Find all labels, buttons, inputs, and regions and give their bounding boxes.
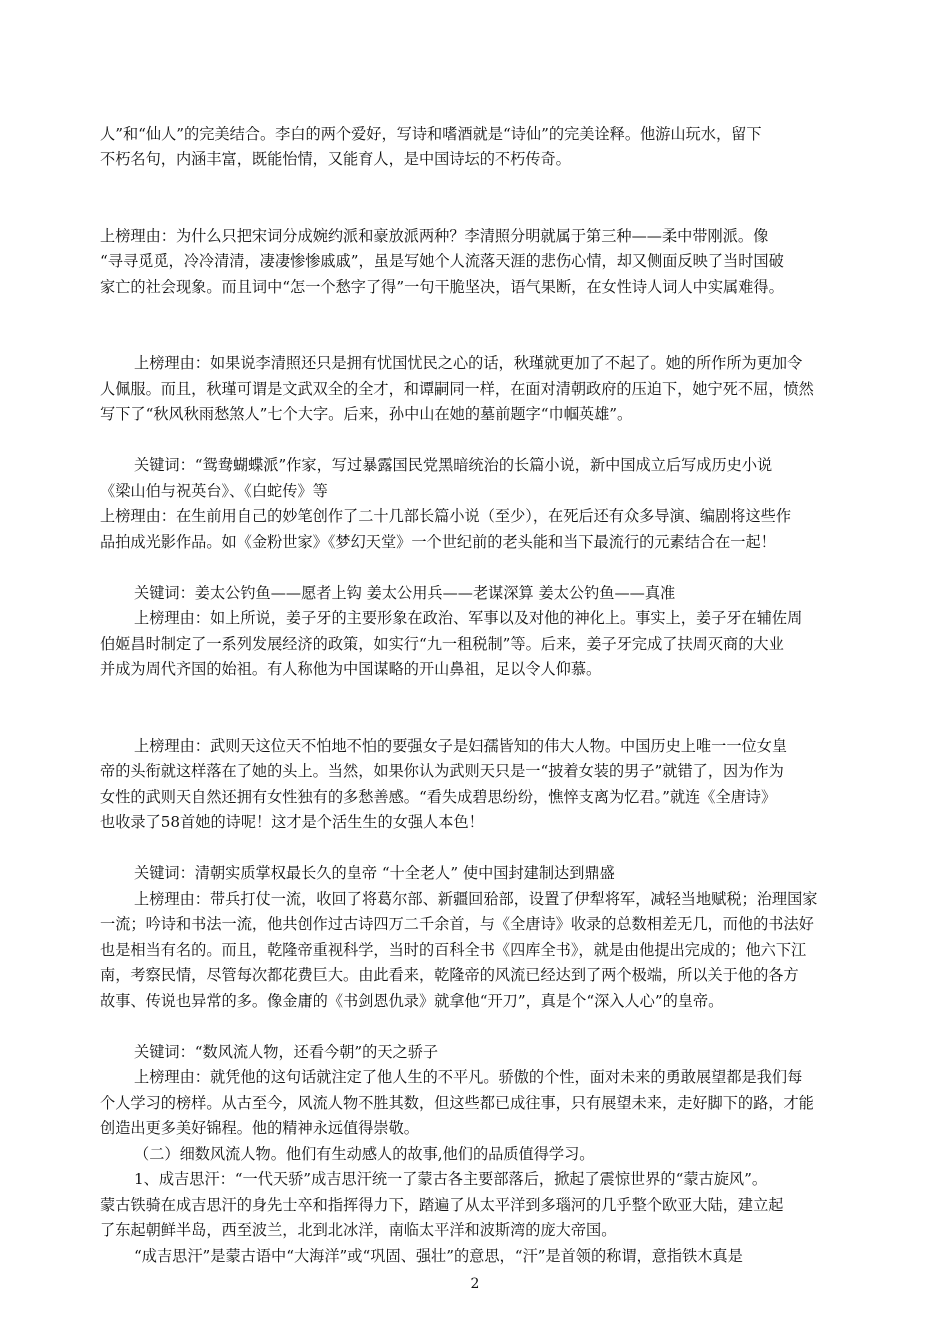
text-line: 一流；吟诗和书法一流，他共创作过古诗四万二千余首，与《全唐诗》收录的总数相差无几，而他的书法好 bbox=[100, 915, 814, 933]
text-line: 关键词：“数风流人物，还看今朝”的天之骄子 bbox=[134, 1043, 439, 1061]
text-line: 上榜理由：为什么只把宋词分成婉约派和豪放派两种？李清照分明就属于第三种——柔中带刚派。像 bbox=[100, 227, 769, 245]
text-line: 关键词：“鸳鸯蝴蝶派”作家，写过暴露国民党黑暗统治的长篇小说，新中国成立后写成历史小说 bbox=[134, 456, 773, 474]
text-line: 关键词：姜太公钓鱼——愿者上钩 姜太公用兵——老谋深算 姜太公钓鱼——真准 bbox=[134, 584, 676, 602]
text-line: 上榜理由：如果说李清照还只是拥有忧国忧民之心的话，秋瑾就更加了不起了。她的所作所为更加令 bbox=[134, 354, 803, 372]
text-line: “成吉思汗”是蒙古语中“大海洋”或“巩固、强壮”的意思，“汗”是首领的称谓，意指铁木真是 bbox=[134, 1247, 743, 1265]
text-line: 上榜理由：在生前用自己的妙笔创作了二十几部长篇小说（至少），在死后还有众多导演、编剧将这些作 bbox=[100, 507, 792, 525]
text-line: 伯姬昌时制定了一系列发展经济的政策，如实行“九一租税制”等。后来，姜子牙完成了扶周灭商的大业 bbox=[100, 635, 784, 653]
text-line: 帝的头衔就这样落在了她的头上。当然，如果你认为武则天只是一“披着女装的男子”就错了，因为作为 bbox=[100, 762, 784, 780]
text-line: 了东起朝鲜半岛，西至波兰，北到北冰洋，南临太平洋和波斯湾的庞大帝国。 bbox=[100, 1221, 617, 1239]
text-line: 不朽名句，内涵丰富，既能怡情，又能育人，是中国诗坛的不朽传奇。 bbox=[100, 150, 571, 168]
text-line: 上榜理由：武则天这位天不怕地不怕的要强女子是妇孺皆知的伟大人物。中国历史上唯一一位女皇 bbox=[134, 737, 788, 755]
text-line: 个人学习的榜样。从古至今，风流人物不胜其数，但这些都已成往事，只有展望未来，走好脚下的路，才能 bbox=[100, 1094, 814, 1112]
text-line: 人佩服。而且，秋瑾可谓是文武双全的全才，和谭嗣同一样，在面对清朝政府的压迫下，她宁死不屈，愤然 bbox=[100, 380, 814, 398]
text-line: 人”和“仙人”的完美结合。李白的两个爱好，写诗和嗜酒就是“诗仙”的完美诠释。他游山玩水，留下 bbox=[100, 125, 762, 143]
text-line: 故事、传说也异常的多。像金庸的《书剑恩仇录》就拿他“开刀”，真是个“深入人心”的皇帝。 bbox=[100, 992, 724, 1010]
text-line: 上榜理由：带兵打仗一流，收回了将葛尔部、新疆回𬌗部，设置了伊犁将军，减轻当地赋税；治理国家 bbox=[134, 890, 818, 908]
text-line: 关键词：清朝实质掌权最长久的皇帝 “十全老人” 使中国封建制达到鼎盛 bbox=[134, 864, 615, 882]
text-line: 蒙古铁骑在成吉思汗的身先士卒和指挥得力下，踏遍了从太平洋到多瑙河的几乎整个欧亚大陆，建立起 bbox=[100, 1196, 784, 1214]
text-line: 《梁山伯与祝英台》、《白蛇传》等 bbox=[100, 482, 328, 500]
text-line: 上榜理由：如上所说，姜子牙的主要形象在政治、军事以及对他的神化上。事实上，姜子牙在辅佐周 bbox=[134, 609, 803, 627]
text-line: 并成为周代齐国的始祖。有人称他为中国谋略的开山鼻祖，足以令人仰慕。 bbox=[100, 660, 602, 678]
text-line: “寻寻觅觅，冷冷清清，凄凄惨惨戚戚”，虽是写她个人流落天涯的悲伤心情，却又侧面反映了当时国破 bbox=[100, 252, 784, 270]
section-heading: （二）细数风流人物。他们有生动感人的故事,他们的品质值得学习。 bbox=[134, 1145, 595, 1163]
text-line: 也是相当有名的。而且，乾隆帝重视科学，当时的百科全书《四库全书》，就是由他提出完成的；他六下江 bbox=[100, 941, 807, 959]
text-line: 上榜理由：就凭他的这句话就注定了他人生的不平凡。骄傲的个性，面对未来的勇敢展望都是我们每 bbox=[134, 1068, 803, 1086]
text-line: 1、成吉思汗：“一代天骄”成吉思汗统一了蒙古各主要部落后，掀起了震惊世界的“蒙古旋风”。 bbox=[134, 1170, 768, 1188]
text-line: 写下了“秋风秋雨愁煞人”七个大字。后来，孙中山在她的墓前题字“巾帼英雄”。 bbox=[100, 405, 633, 423]
page-number: 2 bbox=[470, 1276, 480, 1292]
text-line: 家亡的社会现象。而且词中“怎一个愁字了得”一句干脆坚决，语气果断，在女性诗人词人中实属难得。 bbox=[100, 278, 784, 296]
text-line: 创造出更多美好锦程。他的精神永远值得崇敬。 bbox=[100, 1119, 419, 1137]
text-line: 女性的武则天自然还拥有女性独有的多愁善感。“看失成碧思纷纷，憔悴支离为忆君。”就连《全唐诗》 bbox=[100, 788, 777, 806]
text-line: 南，考察民情，尽管每次都花费巨大。由此看来，乾隆帝的风流已经达到了两个极端，所以关于他的各方 bbox=[100, 966, 799, 984]
text-line: 也收录了58首她的诗呢！这才是个活生生的女强人本色！ bbox=[100, 813, 484, 831]
text-line: 品拍成光影作品。如《金粉世家》《梦幻天堂》一个世纪前的老头能和当下最流行的元素结合在一起！ bbox=[100, 533, 776, 551]
